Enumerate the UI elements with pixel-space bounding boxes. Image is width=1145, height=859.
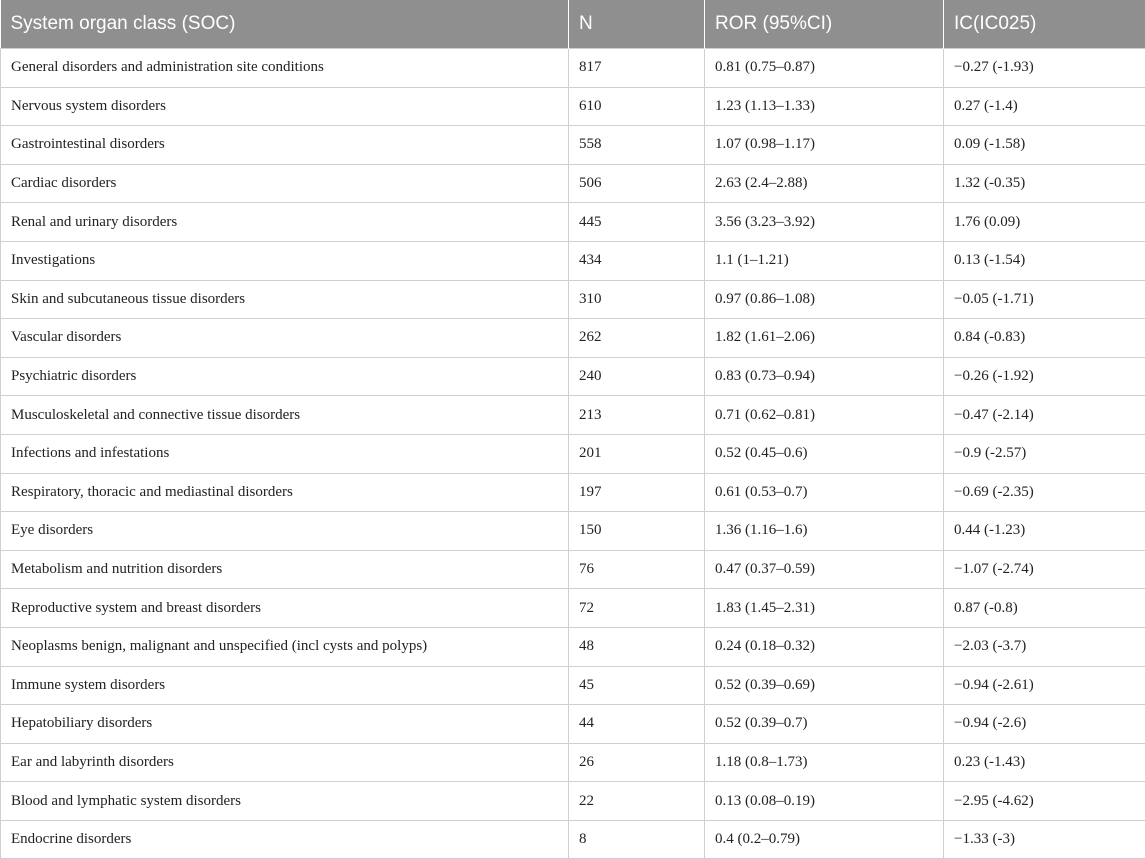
ror-cell: 2.63 (2.4–2.88)	[705, 164, 944, 203]
table-row	[1, 280, 1145, 319]
soc-cell: Reproductive system and breast disorders	[1, 589, 569, 628]
table-body	[1, 49, 1145, 859]
table-row	[1, 164, 1145, 203]
table-row	[1, 550, 1145, 589]
soc-cell: Vascular disorders	[1, 319, 569, 358]
ror-cell: 3.56 (3.23–3.92)	[705, 203, 944, 242]
table-row	[1, 589, 1145, 628]
ic-cell: −0.26 (-1.92)	[944, 357, 1145, 396]
n-cell: 8	[569, 820, 705, 859]
table-row	[1, 666, 1145, 705]
ror-cell: 0.52 (0.39–0.7)	[705, 705, 944, 744]
ror-cell: 1.07 (0.98–1.17)	[705, 126, 944, 165]
ror-cell: 0.83 (0.73–0.94)	[705, 357, 944, 396]
header-ror: ROR (95%CI)	[705, 0, 944, 49]
n-cell: 310	[569, 280, 705, 319]
table-row	[1, 396, 1145, 435]
soc-cell: Hepatobiliary disorders	[1, 705, 569, 744]
ic-cell: 1.76 (0.09)	[944, 203, 1145, 242]
table-header	[1, 0, 1145, 49]
ror-cell: 0.61 (0.53–0.7)	[705, 473, 944, 512]
ic-cell: 0.13 (-1.54)	[944, 241, 1145, 280]
ror-cell: 1.1 (1–1.21)	[705, 241, 944, 280]
ror-cell: 1.23 (1.13–1.33)	[705, 87, 944, 126]
ic-cell: 0.27 (-1.4)	[944, 87, 1145, 126]
soc-cell: Ear and labyrinth disorders	[1, 743, 569, 782]
n-cell: 44	[569, 705, 705, 744]
n-cell: 262	[569, 319, 705, 358]
ror-cell: 0.47 (0.37–0.59)	[705, 550, 944, 589]
soc-cell: Psychiatric disorders	[1, 357, 569, 396]
ror-cell: 0.52 (0.45–0.6)	[705, 434, 944, 473]
header-row	[1, 0, 1145, 49]
table-row	[1, 241, 1145, 280]
n-cell: 213	[569, 396, 705, 435]
soc-cell: Neoplasms benign, malignant and unspecified (incl cysts and polyps)	[1, 627, 569, 666]
ror-cell: 0.71 (0.62–0.81)	[705, 396, 944, 435]
table-row	[1, 743, 1145, 782]
table-row	[1, 782, 1145, 821]
ic-cell: 0.09 (-1.58)	[944, 126, 1145, 165]
ic-cell: −2.95 (-4.62)	[944, 782, 1145, 821]
ic-cell: −0.69 (-2.35)	[944, 473, 1145, 512]
header-n: N	[569, 0, 705, 49]
table-row	[1, 627, 1145, 666]
ic-cell: 0.87 (-0.8)	[944, 589, 1145, 628]
header-soc: System organ class (SOC)	[1, 0, 569, 49]
soc-cell: Renal and urinary disorders	[1, 203, 569, 242]
n-cell: 817	[569, 49, 705, 88]
ic-cell: −1.07 (-2.74)	[944, 550, 1145, 589]
soc-cell: Cardiac disorders	[1, 164, 569, 203]
table-row	[1, 820, 1145, 859]
ror-cell: 0.13 (0.08–0.19)	[705, 782, 944, 821]
soc-cell: Eye disorders	[1, 512, 569, 551]
n-cell: 610	[569, 87, 705, 126]
table-row	[1, 512, 1145, 551]
n-cell: 150	[569, 512, 705, 551]
ic-cell: 1.32 (-0.35)	[944, 164, 1145, 203]
ic-cell: −0.94 (-2.61)	[944, 666, 1145, 705]
n-cell: 445	[569, 203, 705, 242]
soc-cell: Infections and infestations	[1, 434, 569, 473]
ror-cell: 1.82 (1.61–2.06)	[705, 319, 944, 358]
n-cell: 76	[569, 550, 705, 589]
ror-cell: 0.4 (0.2–0.79)	[705, 820, 944, 859]
soc-cell: Endocrine disorders	[1, 820, 569, 859]
ic-cell: −2.03 (-3.7)	[944, 627, 1145, 666]
ror-cell: 0.52 (0.39–0.69)	[705, 666, 944, 705]
n-cell: 26	[569, 743, 705, 782]
ic-cell: 0.84 (-0.83)	[944, 319, 1145, 358]
soc-cell: Musculoskeletal and connective tissue disorders	[1, 396, 569, 435]
n-cell: 197	[569, 473, 705, 512]
ic-cell: −0.27 (-1.93)	[944, 49, 1145, 88]
ic-cell: −0.05 (-1.71)	[944, 280, 1145, 319]
table-row	[1, 434, 1145, 473]
table-row	[1, 473, 1145, 512]
soc-cell: Nervous system disorders	[1, 87, 569, 126]
n-cell: 240	[569, 357, 705, 396]
soc-cell: General disorders and administration site conditions	[1, 49, 569, 88]
n-cell: 48	[569, 627, 705, 666]
soc-cell: Blood and lymphatic system disorders	[1, 782, 569, 821]
table-row	[1, 357, 1145, 396]
n-cell: 72	[569, 589, 705, 628]
ic-cell: −0.47 (-2.14)	[944, 396, 1145, 435]
table-row	[1, 319, 1145, 358]
table-row	[1, 49, 1145, 88]
ror-cell: 1.18 (0.8–1.73)	[705, 743, 944, 782]
ic-cell: 0.23 (-1.43)	[944, 743, 1145, 782]
soc-cell: Immune system disorders	[1, 666, 569, 705]
n-cell: 434	[569, 241, 705, 280]
ic-cell: −0.94 (-2.6)	[944, 705, 1145, 744]
soc-cell: Investigations	[1, 241, 569, 280]
ic-cell: 0.44 (-1.23)	[944, 512, 1145, 551]
table-row	[1, 126, 1145, 165]
soc-cell: Metabolism and nutrition disorders	[1, 550, 569, 589]
ror-cell: 1.83 (1.45–2.31)	[705, 589, 944, 628]
header-ic: IC(IC025)	[944, 0, 1145, 49]
ror-cell: 1.36 (1.16–1.6)	[705, 512, 944, 551]
soc-cell: Respiratory, thoracic and mediastinal disorders	[1, 473, 569, 512]
table-row	[1, 705, 1145, 744]
ic-cell: −0.9 (-2.57)	[944, 434, 1145, 473]
n-cell: 22	[569, 782, 705, 821]
n-cell: 506	[569, 164, 705, 203]
n-cell: 558	[569, 126, 705, 165]
soc-cell: Skin and subcutaneous tissue disorders	[1, 280, 569, 319]
soc-cell: Gastrointestinal disorders	[1, 126, 569, 165]
n-cell: 45	[569, 666, 705, 705]
table-row	[1, 203, 1145, 242]
table-row	[1, 87, 1145, 126]
ror-cell: 0.97 (0.86–1.08)	[705, 280, 944, 319]
n-cell: 201	[569, 434, 705, 473]
ror-cell: 0.81 (0.75–0.87)	[705, 49, 944, 88]
ic-cell: −1.33 (-3)	[944, 820, 1145, 859]
ror-cell: 0.24 (0.18–0.32)	[705, 627, 944, 666]
